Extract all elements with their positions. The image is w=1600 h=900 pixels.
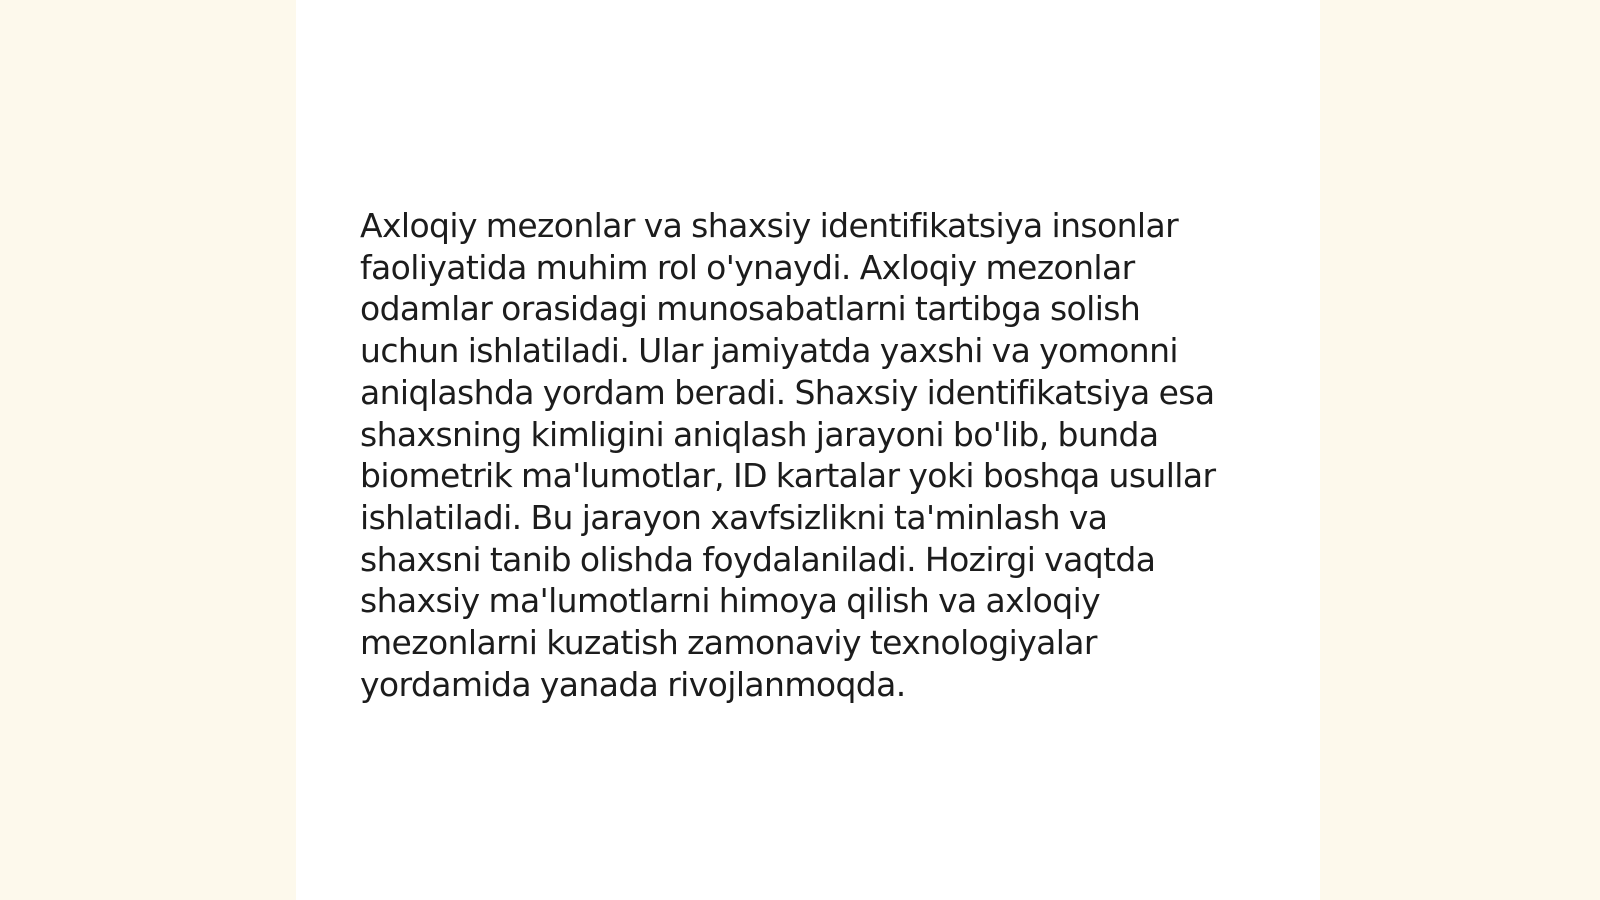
- body-line: ishlatiladi. Bu jarayon xavfsizlikni ta'minlash va: [360, 497, 1108, 537]
- body-line: odamlar orasidagi munosabatlarni tartibga solish: [360, 289, 1141, 329]
- body-line: yordamida yanada rivojlanmoqda.: [360, 664, 906, 704]
- slide: [296, 0, 1320, 900]
- body-line: shaxsiy ma'lumotlarni himoya qilish va axloqiy: [360, 581, 1101, 621]
- body-line: shaxsni tanib olishda foydalaniladi. Hozirgi vaqtda: [360, 539, 1156, 579]
- body-line: shaxsning kimligini aniqlash jarayoni bo'lib, bunda: [360, 414, 1159, 454]
- slide-body-text: [360, 205, 1260, 705]
- body-line: faoliyatida muhim rol o'ynaydi. Axloqiy mezonlar: [360, 247, 1135, 287]
- body-line: biometrik ma'lumotlar, ID kartalar yoki boshqa usullar: [360, 456, 1216, 496]
- body-line: aniqlashda yordam beradi. Shaxsiy identifikatsiya esa: [360, 372, 1215, 412]
- body-line: uchun ishlatiladi. Ular jamiyatda yaxshi va yomonni: [360, 331, 1178, 371]
- body-line: Axloqiy mezonlar va shaxsiy identifikatsiya insonlar: [360, 206, 1179, 245]
- body-line: mezonlarni kuzatish zamonaviy texnologiyalar: [360, 623, 1097, 663]
